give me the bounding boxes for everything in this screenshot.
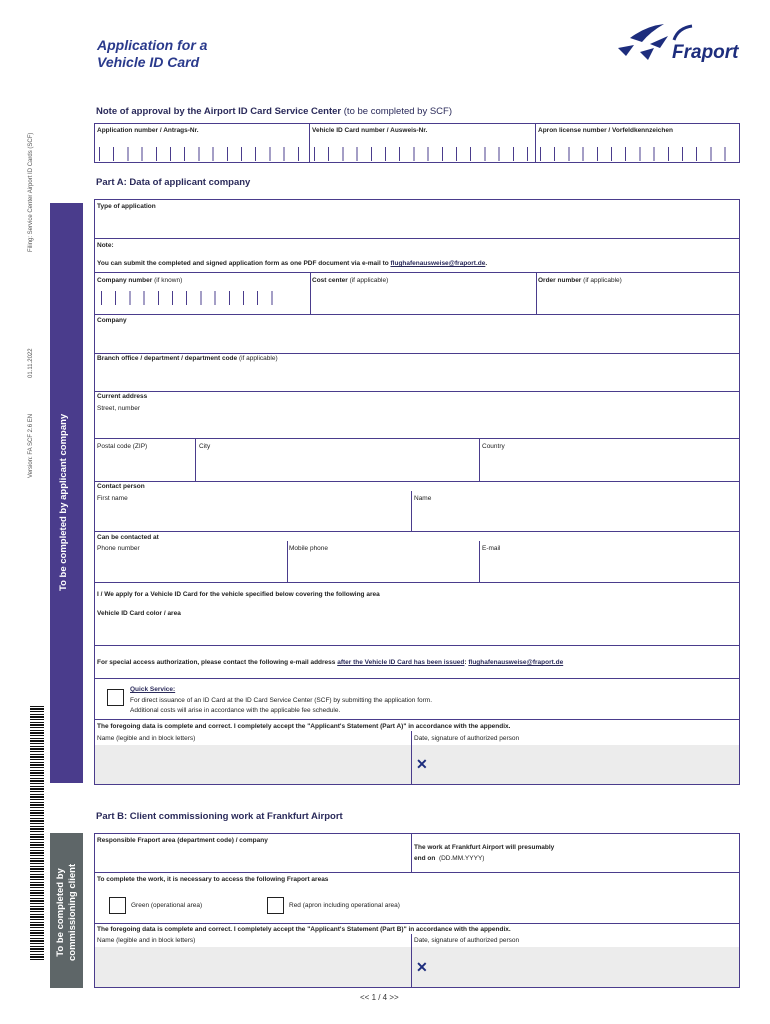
application-number-label: Application number / Antrags-Nr. [97,127,199,134]
version-text: Version: FA SCF 2.6 EN [28,413,34,478]
name-block-label-a: Name (legible and in block letters) [97,735,196,742]
note-label: Note: [97,242,114,249]
divider [287,541,288,582]
street-field[interactable] [95,413,739,437]
red-area-checkbox[interactable] [267,897,284,914]
document-title [97,37,207,71]
country-label: Country [482,443,505,450]
client-band [50,833,83,988]
red-area-label: Red (apron including operational area) [289,902,400,909]
approval-heading [96,106,452,117]
note-email-link[interactable]: flughafenausweise@fraport.de [390,260,486,267]
divider [309,124,310,162]
apron-license-field[interactable] [540,147,738,161]
applicant-band [50,203,83,783]
divider [479,541,480,582]
divider [95,678,739,679]
divider [95,238,739,239]
barcode [30,705,44,960]
name-label: Name [414,495,432,502]
work-end-line-2: end on (DD.MM.YYYY) [414,855,485,862]
divider [310,272,311,314]
divider [95,481,739,482]
type-of-application-field[interactable] [95,212,739,238]
special-access-text: For special access authorization, please contact the following e-mail address after the Vehicle ID Card has been issued: flughafenausweise@fraport.de [97,659,564,666]
vehicle-card-number-field[interactable] [314,147,533,161]
quick-service-line-1: For direct issuance of an ID Card at the ID Card Service Center (SCF) by submitting the application form. [130,697,433,704]
apply-text: I / We apply for a Vehicle ID Card for the vehicle specified below covering the following area [97,591,380,598]
type-of-application-label: Type of application [97,203,156,210]
title-line-2: Vehicle ID Card [97,54,200,70]
divider [95,531,739,532]
date-signature-label-a: Date, signature of authorized person [414,735,520,742]
divider [479,438,480,481]
vehicle-card-number-label: Vehicle ID Card number / Ausweis-Nr. [312,127,428,134]
title-line-1: Application for a [97,37,208,53]
approval-box [94,123,740,163]
company-label: Company [97,317,127,324]
mobile-label: Mobile phone [289,545,329,552]
date-signature-label-b: Date, signature of authorized person [414,937,520,944]
statement-b: The foregoing data is complete and correct. I completely accept the "Applicant's Statement (Part B)" in accordance with the appendix. [97,926,511,933]
statement-a: The foregoing data is complete and correct. I completely accept the "Applicant's Statement (Part A)" in accordance with the appendix. [97,723,511,730]
current-address-label: Current address [97,393,148,400]
client-band-line-2: commissioning client [67,863,78,961]
part-a-heading: Part A: Data of applicant company [96,177,251,188]
signature-x-icon: ✕ [416,959,428,975]
responsible-area-label: Responsible Fraport area (department code) / company [97,837,268,844]
company-number-field[interactable] [101,291,279,305]
approval-heading-note: (to be completed by SCF) [343,106,453,117]
divider [95,582,739,583]
client-band-label [55,864,79,961]
signature-field-b[interactable] [412,947,739,987]
part-b-heading: Part B: Client commissioning work at Frankfurt Airport [96,811,343,822]
quick-service-title: Quick Service: [130,686,176,693]
filing-text: Filing: Service Center Airport ID Cards (SCF) [28,132,34,252]
divider [95,872,739,873]
note-text: You can submit the completed and signed application form as one PDF document via e-mail to flughafenausweise@fraport.de. [97,260,488,267]
divider [95,438,739,439]
part-a-form [94,199,740,785]
email-label: E-mail [482,545,501,552]
divider [95,719,739,720]
street-label: Street, number [97,405,140,412]
version-date: 01.11.2022 [28,348,34,378]
client-band-line-1: To be completed by [55,868,66,957]
name-block-field-a[interactable] [95,745,411,784]
cost-center-label: Cost center (if applicable) [312,277,389,284]
divider [195,438,196,481]
card-color-field[interactable] [95,618,739,644]
branch-office-label: Branch office / department / department code (if applicable) [97,355,278,362]
name-block-label-b: Name (legible and in block letters) [97,937,196,944]
divider [536,272,537,314]
applicant-band-label: To be completed by applicant company [58,413,69,591]
divider [95,353,739,354]
city-label: City [199,443,211,450]
branch-office-field[interactable] [95,364,739,390]
divider [95,391,739,392]
card-color-label: Vehicle ID Card color / area [97,610,181,617]
quick-service-checkbox[interactable] [107,689,124,706]
divider [95,272,739,273]
divider [411,491,412,532]
postal-code-label: Postal code (ZIP) [97,443,148,450]
contact-person-label: Contact person [97,483,145,490]
divider [95,923,739,924]
company-number-label: Company number (if known) [97,277,183,284]
name-block-field-b[interactable] [95,947,411,987]
can-be-contacted-label: Can be contacted at [97,534,159,541]
work-end-line-1: The work at Frankfurt Airport will presumably [414,844,555,851]
green-area-label: Green (operational area) [131,902,203,909]
responsible-area-field[interactable] [95,846,411,872]
apron-license-label: Apron license number / Vorfeldkennzeichen [538,127,673,134]
approval-heading-text: Note of approval by the Airport ID Card Service Center [96,106,342,117]
phone-label: Phone number [97,545,140,552]
access-areas-label: To complete the work, it is necessary to access the following Fraport areas [97,876,329,883]
logo-wordmark: Fraport [672,42,739,63]
order-number-label: Order number (if applicable) [538,277,622,284]
divider [535,124,536,162]
signature-field-a[interactable] [412,745,739,784]
company-field[interactable] [95,326,739,352]
divider [411,834,412,872]
application-number-field[interactable] [99,147,307,161]
divider [95,645,739,646]
page-number: << 1 / 4 >> [360,993,399,1002]
special-access-email-link[interactable]: flughafenausweise@fraport.de [468,659,564,666]
divider [95,314,739,315]
signature-x-icon: ✕ [416,756,428,772]
green-area-checkbox[interactable] [109,897,126,914]
part-b-form [94,833,740,988]
first-name-label: First name [97,495,128,502]
quick-service-line-2: Additional costs will arise in accordance with the applicable fee schedule. [130,707,341,714]
special-access-underlined: after the Vehicle ID Card has been issued [337,659,465,666]
